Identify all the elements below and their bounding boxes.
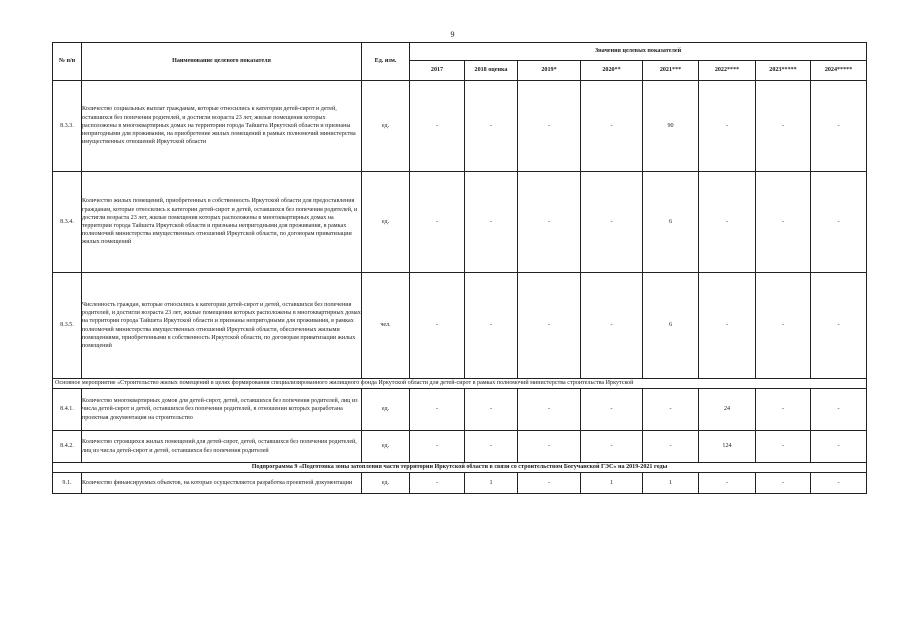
value-cell: - [518,431,581,463]
unit-cell: чел. [362,273,410,379]
value-cell: - [811,431,867,463]
value-cell: - [756,389,811,431]
value-cell: 6 [643,273,699,379]
value-cell: 24 [699,389,756,431]
row-number: 8.3.5. [53,273,82,379]
value-cell: - [465,172,518,273]
value-cell: - [465,273,518,379]
indicator-name: Численность граждан, которые относились к категории детей-сирот и детей, оставшихся без попечения родителей, и достигли возраста 23 лет, жилые помещения которых расположены в многоквартирных домах на территории города Тайшета Иркутской области и признаны непригодными для проживания, в рамках полномочий министерства имущественных отношений Иркутской области, обеспеченных жилыми помещениями, приобретенными в собственность Иркутской области, по договорам приватизации жилых помещений [82,273,362,379]
indicator-name: Количество жилых помещений, приобретенных в собственность Иркутской области для предоставления гражданам, которые относились к категории детей-сирот и детей, оставшихся без попечения родителей, и достигли возраста 23 лет, жилые помещения которых расположены в многоквартирных домах на территории города Тайшета Иркутской области и признаны непригодными для проживания, в рамках полномочий министерства имущественных отношений Иркутской области, по договорам приватизации жилых помещений [82,172,362,273]
section-row [53,379,867,389]
value-cell: - [811,473,867,494]
header-year: 2023***** [756,61,811,81]
value-cell: - [410,389,465,431]
value-cell: - [811,172,867,273]
value-cell: - [699,81,756,172]
unit-cell: ед. [362,81,410,172]
value-cell: 1 [465,473,518,494]
value-cell: - [581,273,643,379]
value-cell: - [518,273,581,379]
row-number: 8.3.4. [53,172,82,273]
header-year: 2019* [518,61,581,81]
value-cell: - [410,431,465,463]
page-number: 9 [450,30,455,39]
value-cell: - [756,273,811,379]
row-number: 8.3.3. [53,81,82,172]
header-num: № п/н [53,43,82,81]
value-cell: 1 [581,473,643,494]
value-cell: - [465,431,518,463]
value-cell: - [699,473,756,494]
value-cell: - [518,81,581,172]
header-year: 2018 оценка [465,61,518,81]
value-cell: - [465,389,518,431]
value-cell: - [581,172,643,273]
value-cell: - [756,473,811,494]
value-cell: - [699,172,756,273]
header-values-group: Значения целевых показателей [410,43,867,61]
value-cell: - [811,273,867,379]
unit-cell: ед. [362,172,410,273]
table-row [53,81,867,172]
subprogram-title: Подпрограмма 9 «Подготовка зоны затопления части территории Иркутской области в связи со строительством Богучанской ГЭС» на 2019-2021 годы [53,463,867,473]
value-cell: - [410,473,465,494]
header-year: 2021*** [643,61,699,81]
indicator-name: Количество финансируемых объектов, на которые осуществляется разработка проектной документации [82,473,362,494]
value-cell: - [643,431,699,463]
indicator-name: Количество многоквартирных домов для детей-сирот, детей, оставшихся без попечения родителей, лиц из числа детей-сирот и детей, оставшихся без попечения родителей, в отношении которых разработана проектная документация на строительство [82,389,362,431]
value-cell: - [518,389,581,431]
unit-cell: ед. [362,431,410,463]
value-cell: - [643,389,699,431]
value-cell: 6 [643,172,699,273]
value-cell: - [581,431,643,463]
table-row [53,273,867,379]
header-year: 2017 [410,61,465,81]
header-year: 2022**** [699,61,756,81]
section-title: Основное мероприятие «Строительство жилых помещений в целях формирования специализированного жилищного фонда Иркутской области для детей-сирот в рамках полномочий министерства строительства Иркутской [53,379,867,389]
indicators-table [52,42,867,494]
row-number: 9.1. [53,473,82,494]
value-cell: - [410,172,465,273]
indicator-name: Количество социальных выплат гражданам, которые относились к категории детей-сирот и детей, оставшихся без попечения родителей, и достигли возраста 23 лет, жилые помещения которых расположены в многоквартирных домах на территории города Тайшета Иркутской области и признаны непригодными для проживания, на приобретение жилых помещений в рамках полномочий министерства имущественных отношений Иркутской области [82,81,362,172]
value-cell: - [518,473,581,494]
unit-cell: ед. [362,473,410,494]
value-cell: 1 [643,473,699,494]
value-cell: - [465,81,518,172]
value-cell: - [410,273,465,379]
table-row [53,431,867,463]
header-year: 2020** [581,61,643,81]
value-cell: - [699,273,756,379]
header-year: 2024***** [811,61,867,81]
table-row [53,389,867,431]
table-row [53,172,867,273]
value-cell: - [410,81,465,172]
value-cell: - [756,431,811,463]
header-row-top [53,43,867,61]
value-cell: - [518,172,581,273]
unit-cell: ед. [362,389,410,431]
indicator-name: Количество строящихся жилых помещений для детей-сирот, детей, оставшихся без попечения родителей, лиц из числа детей-сирот и детей, оставшихся без попечения родителей [82,431,362,463]
value-cell: 124 [699,431,756,463]
table-row [53,473,867,494]
row-number: 8.4.2. [53,431,82,463]
value-cell: - [581,81,643,172]
subprogram-row [53,463,867,473]
value-cell: - [581,389,643,431]
header-unit: Ед. изм. [362,43,410,81]
value-cell: 90 [643,81,699,172]
value-cell: - [756,81,811,172]
row-number: 8.4.1. [53,389,82,431]
value-cell: - [811,389,867,431]
value-cell: - [756,172,811,273]
value-cell: - [811,81,867,172]
header-name: Наименование целевого показателя [82,43,362,81]
